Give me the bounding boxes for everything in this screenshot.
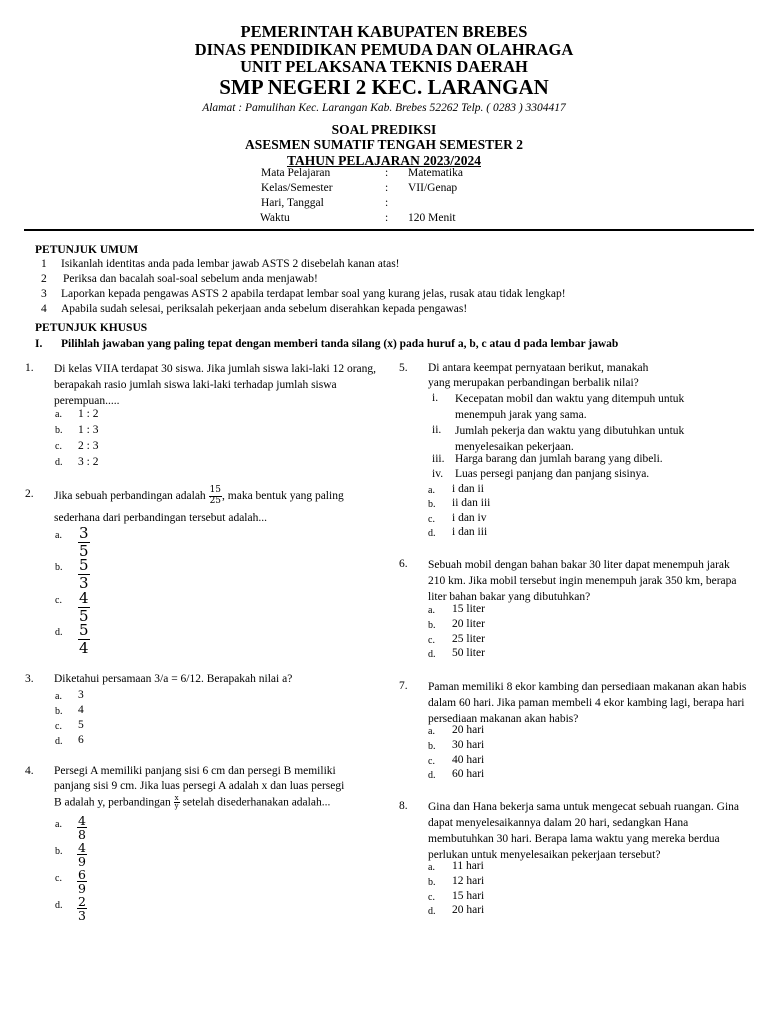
petunjuk-umum-heading: PETUNJUK UMUM bbox=[35, 244, 139, 256]
info-label: Kelas/Semester bbox=[261, 182, 333, 194]
option-text: 2 : 3 bbox=[78, 440, 99, 452]
option-text: 6 bbox=[78, 734, 84, 746]
header-address: Alamat : Pamulihan Kec. Larangan Kab. Brebes 52262 Telp. ( 0283 ) 3304417 bbox=[202, 102, 566, 114]
option-text: 3 bbox=[78, 689, 84, 701]
option-letter: c. bbox=[55, 721, 62, 732]
option-letter: a. bbox=[55, 530, 62, 541]
option-text: 4 bbox=[78, 704, 84, 716]
option-text: 11 hari bbox=[452, 860, 484, 872]
option-fraction: $\frac{2}{3}$ bbox=[78, 894, 86, 924]
option-letter: a. bbox=[428, 485, 435, 496]
option-letter: b. bbox=[55, 562, 63, 573]
option-letter: a. bbox=[428, 726, 435, 737]
statement-number: i. bbox=[432, 392, 439, 404]
option-letter: b. bbox=[428, 877, 436, 888]
question-text: Di kelas VIIA terdapat 30 siswa. Jika jumlah siswa laki-laki 12 orang, berapakah rasio jumlah siswa laki-laki terhadap jumlah siswa perempuan..... bbox=[54, 363, 377, 407]
question-number: 5. bbox=[399, 362, 408, 374]
option-letter: d. bbox=[428, 649, 436, 660]
header-school-name: SMP NEGERI 2 KEC. LARANGAN bbox=[219, 75, 549, 99]
info-value: Matematika bbox=[408, 167, 463, 179]
statement-number: iv. bbox=[432, 468, 444, 480]
option-letter: c. bbox=[428, 756, 435, 767]
option-text: 15 hari bbox=[452, 890, 485, 902]
question-text: Paman memiliki 8 ekor kambing dan persediaan makanan akan habis dalam 60 hari. Jika paman membeli 4 ekor kambing lagi, berapa hari persediaan makanan akan habis? bbox=[428, 681, 747, 725]
option-fraction: $\frac{6}{9}$ bbox=[78, 867, 86, 897]
title-tahun-pelajaran: TAHUN PELAJARAN 2023/2024 bbox=[286, 153, 481, 168]
option-fraction: $\frac{4}{5}$ bbox=[79, 589, 89, 625]
option-letter: c. bbox=[428, 514, 435, 525]
question-text-line3: B adalah y, perbandingan $\frac{x}{y}$ setelah disederhanakan adalah... bbox=[54, 794, 331, 811]
option-text: 3 : 2 bbox=[78, 456, 99, 468]
option-letter: d. bbox=[55, 900, 63, 911]
header-government: PEMERINTAH KABUPATEN BREBES bbox=[240, 22, 528, 41]
option-letter: b. bbox=[428, 620, 436, 631]
option-letter: c. bbox=[55, 873, 62, 884]
title-soal-prediksi: SOAL PREDIKSI bbox=[331, 122, 437, 137]
question-text-line2: yang merupakan perbandingan berbalik nilai? bbox=[428, 377, 639, 389]
option-letter: d. bbox=[55, 457, 63, 468]
question-number: 1. bbox=[25, 362, 34, 374]
instruction-number: 1 bbox=[41, 258, 47, 270]
option-text: 5 bbox=[78, 719, 84, 731]
question-number: 6. bbox=[399, 558, 408, 570]
info-colon: : bbox=[385, 212, 389, 224]
option-letter: b. bbox=[428, 741, 436, 752]
option-letter: c. bbox=[55, 595, 62, 606]
statement-number: ii. bbox=[432, 424, 442, 436]
question-text: Sebuah mobil dengan bahan bakar 30 liter dapat menempuh jarak 210 km. Jika mobil tersebut ingin menempuh jarak 350 km, berapa liter bahan bakar yang dibutuhkan? bbox=[428, 559, 737, 603]
answer-instruction: Pilihlah jawaban yang paling tepat dengan memberi tanda silang (x) pada huruf a, b, c atau d pada lembar jawab bbox=[61, 338, 619, 350]
fraction-15-25: $\frac{15}{25}$ bbox=[209, 485, 222, 506]
option-fraction: $\frac{5}{3}$ bbox=[79, 556, 89, 592]
statement-text: Harga barang dan jumlah barang yang dibeli. bbox=[455, 453, 663, 465]
instruction-text: Laporkan kepada pengawas ASTS 2 apabila terdapat lembar soal yang kurang jelas, rusak atau tidak lengkap! bbox=[61, 288, 566, 300]
header-unit: UNIT PELAKSANA TEKNIS DAERAH bbox=[240, 57, 528, 76]
instruction-text: Periksa dan bacalah soal-soal sebelum anda menjawab! bbox=[63, 273, 318, 285]
question-text: Gina dan Hana bekerja sama untuk mengecat sebuah ruangan. Gina dapat menyelesaikannya dalam 20 hari, sedangkan Hana membutuhkan 30 hari. Berapa lama waktu yang mereka berdua perlukan untuk menyelesaikan pekerjaan tersebut? bbox=[428, 801, 740, 861]
instruction-text: Apabila sudah selesai, periksalah pekerjaan anda sebelum diserahkan kepada pengawas! bbox=[61, 303, 468, 315]
option-fraction: $\frac{3}{5}$ bbox=[79, 524, 89, 560]
info-colon: : bbox=[385, 182, 389, 194]
question-text-line1: Persegi A memiliki panjang sisi 6 cm dan persegi B memiliki bbox=[54, 765, 336, 777]
info-colon: : bbox=[385, 197, 389, 209]
question-number: 4. bbox=[25, 765, 34, 777]
title-asesmen: ASESMEN SUMATIF TENGAH SEMESTER 2 bbox=[244, 137, 524, 152]
question-text: Jika sebuah perbandingan adalah $\frac{15}{25}$ , maka bentuk yang paling bbox=[54, 485, 344, 506]
option-text: 40 hari bbox=[452, 754, 485, 766]
option-text: ii dan iii bbox=[452, 497, 491, 509]
header-department: DINAS PENDIDIKAN PEMUDA DAN OLAHRAGA bbox=[194, 40, 574, 59]
option-text: 50 liter bbox=[452, 647, 485, 659]
option-text: 12 hari bbox=[452, 875, 485, 887]
info-value: VII/Genap bbox=[408, 182, 458, 194]
option-letter: a. bbox=[55, 691, 62, 702]
option-letter: a. bbox=[428, 605, 435, 616]
option-letter: c. bbox=[428, 892, 435, 903]
option-text: 15 liter bbox=[452, 603, 485, 615]
question-number: 3. bbox=[25, 673, 34, 685]
question-text-line1: Di antara keempat pernyataan berikut, manakah bbox=[428, 362, 649, 374]
question-text: Diketahui persamaan 3/a = 6/12. Berapakah nilai a? bbox=[54, 673, 293, 685]
info-label: Hari, Tanggal bbox=[261, 197, 324, 209]
option-text: 1 : 3 bbox=[78, 424, 99, 436]
header-divider bbox=[24, 229, 754, 231]
option-letter: a. bbox=[55, 409, 62, 420]
info-label: Waktu bbox=[260, 212, 290, 224]
statement-text: Luas persegi panjang dan panjang sisinya. bbox=[455, 468, 650, 480]
statement-text: Jumlah pekerja dan waktu yang dibutuhkan untuk menyelesaikan pekerjaan. bbox=[455, 425, 685, 453]
option-text: 1 : 2 bbox=[78, 408, 99, 420]
option-fraction: $\frac{4}{8}$ bbox=[78, 813, 86, 843]
option-text: 20 hari bbox=[452, 904, 485, 916]
option-letter: d. bbox=[428, 528, 436, 539]
info-label: Mata Pelajaran bbox=[261, 167, 331, 179]
instruction-number: 2 bbox=[41, 273, 47, 285]
option-letter: b. bbox=[55, 706, 63, 717]
info-value: 120 Menit bbox=[408, 212, 456, 224]
petunjuk-khusus-heading: PETUNJUK KHUSUS bbox=[35, 322, 148, 334]
option-letter: d. bbox=[428, 770, 436, 781]
statement-number: iii. bbox=[432, 453, 445, 465]
option-text: i dan ii bbox=[452, 483, 484, 495]
option-letter: c. bbox=[55, 441, 62, 452]
option-letter: b. bbox=[55, 425, 63, 436]
option-letter: a. bbox=[428, 862, 435, 873]
statement-text: Kecepatan mobil dan waktu yang ditempuh untuk menempuh jarak yang sama. bbox=[455, 393, 685, 421]
option-text: 60 hari bbox=[452, 768, 485, 780]
question-number: 8. bbox=[399, 800, 408, 812]
option-text: i dan iii bbox=[452, 526, 488, 538]
instruction-text: Isikanlah identitas anda pada lembar jawab ASTS 2 disebelah kanan atas! bbox=[61, 258, 400, 270]
section-roman-numeral: I. bbox=[35, 338, 43, 350]
option-text: 25 liter bbox=[452, 633, 485, 645]
option-letter: b. bbox=[428, 499, 436, 510]
question-number: 7. bbox=[399, 680, 408, 692]
option-text: 20 liter bbox=[452, 618, 485, 630]
option-text: 30 hari bbox=[452, 739, 485, 751]
option-fraction: $\frac{4}{9}$ bbox=[78, 840, 86, 870]
option-letter: c. bbox=[428, 635, 435, 646]
question-text-line2: panjang sisi 9 cm. Jika luas persegi A adalah x dan luas persegi bbox=[54, 780, 345, 792]
option-letter: d. bbox=[55, 736, 63, 747]
option-letter: a. bbox=[55, 819, 62, 830]
option-fraction: $\frac{5}{4}$ bbox=[79, 621, 89, 657]
option-text: i dan iv bbox=[452, 512, 487, 524]
option-letter: d. bbox=[428, 906, 436, 917]
option-letter: b. bbox=[55, 846, 63, 857]
instruction-number: 4 bbox=[41, 303, 47, 315]
fraction-x-y: $\frac{x}{y}$ bbox=[174, 794, 179, 811]
question-text-line2: sederhana dari perbandingan tersebut adalah... bbox=[54, 512, 267, 524]
question-number: 2. bbox=[25, 488, 34, 500]
info-colon: : bbox=[385, 167, 389, 179]
instruction-number: 3 bbox=[41, 288, 47, 300]
option-letter: d. bbox=[55, 627, 63, 638]
option-text: 20 hari bbox=[452, 724, 485, 736]
